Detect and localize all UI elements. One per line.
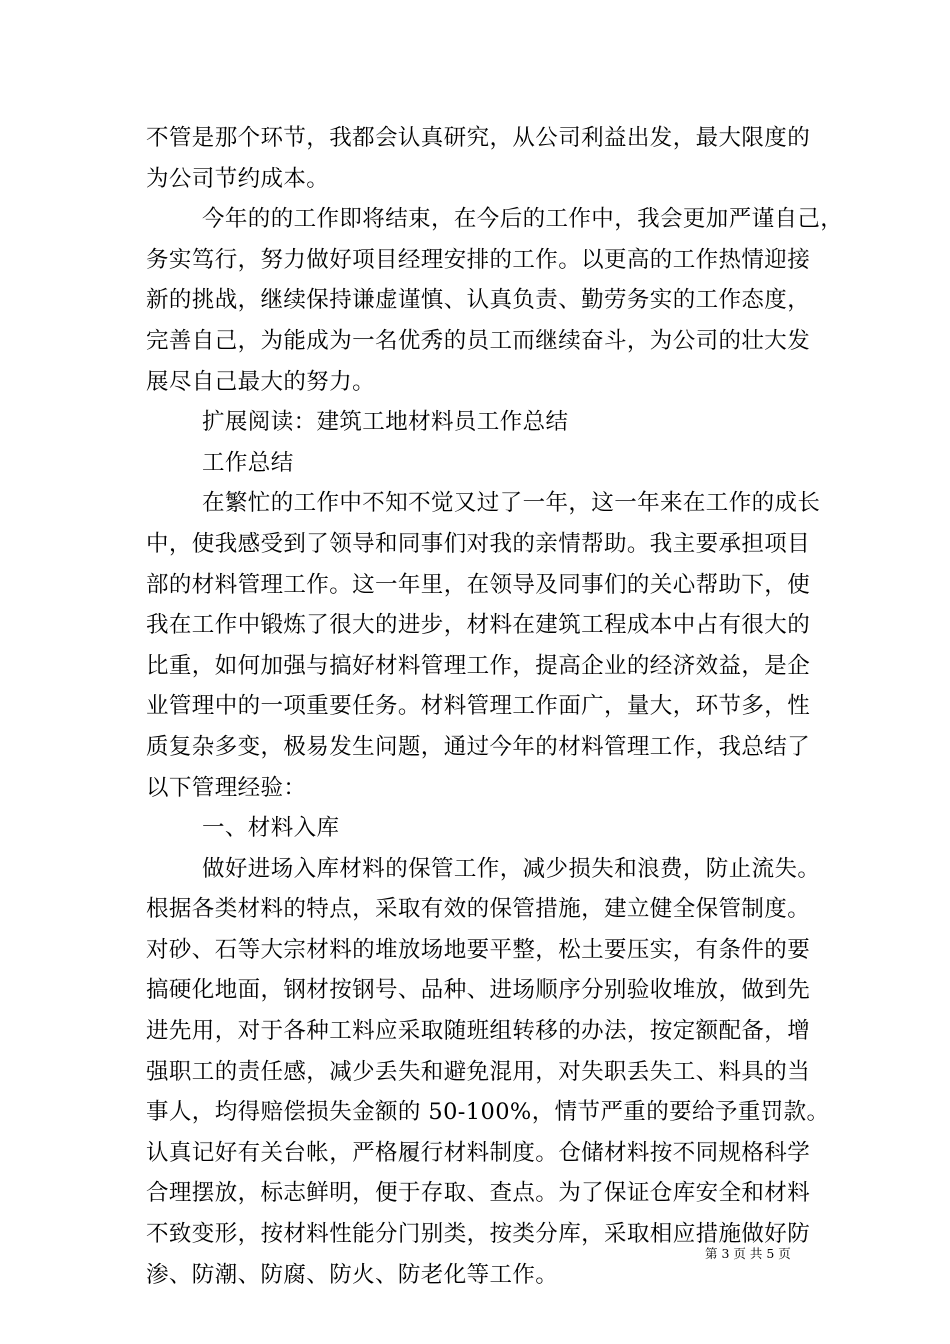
text-line: 事人，均得赔偿损失金额的 50-100%，情节严重的要给予重罚款。 — [146, 1099, 830, 1126]
page-number-footer: 第 3 页 共 5 页 — [705, 1246, 791, 1261]
text-line: 在繁忙的工作中不知不觉又过了一年，这一年来在工作的成长 — [202, 490, 821, 517]
text-line: 不管是那个环节，我都会认真研究，从公司利益出发，最大限度的 — [146, 125, 811, 151]
text-line: 务实笃行，努力做好项目经理安排的工作。以更高的工作热情迎接 — [146, 246, 811, 273]
text-line: 完善自己，为能成为一名优秀的员工而继续奋斗，为公司的壮大发 — [146, 327, 811, 354]
document-body — [146, 118, 844, 1295]
text-line: 对砂、石等大宗材料的堆放场地要平整，松土要压实，有条件的要 — [146, 936, 811, 963]
text-line: 以下管理经验： — [146, 774, 307, 801]
text-line: 业管理中的一项重要任务。材料管理工作面广，量大，环节多，性 — [146, 693, 811, 720]
text-line: 今年的的工作即将结束，在今后的工作中，我会更加严谨自己， — [202, 206, 844, 233]
section-heading: 一、材料入库 — [202, 815, 340, 842]
text-line: 为公司节约成本。 — [146, 165, 330, 192]
text-line: 新的挑战，继续保持谦虚谨慎、认真负责、勤劳务实的工作态度， — [146, 287, 811, 314]
text-line: 做好进场入库材料的保管工作，减少损失和浪费，防止流失。 — [202, 855, 821, 882]
text-line: 搞硬化地面，钢材按钢号、品种、进场顺序分别验收堆放，做到先 — [146, 977, 811, 1004]
text-line: 我在工作中锻炼了很大的进步，材料在建筑工程成本中占有很大的 — [146, 612, 811, 639]
section-heading: 扩展阅读：建筑工地材料员工作总结 — [202, 409, 569, 436]
text-line: 认真记好有关台帐，严格履行材料制度。仓储材料按不同规格科学 — [146, 1139, 811, 1166]
text-line: 部的材料管理工作。这一年里，在领导及同事们的关心帮助下，使 — [146, 571, 811, 598]
section-heading: 工作总结 — [202, 449, 294, 476]
text-line: 进先用，对于各种工料应采取随班组转移的办法，按定额配备，增 — [146, 1018, 811, 1045]
text-line: 不致变形，按材料性能分门别类，按类分库，采取相应措施做好防 — [146, 1221, 811, 1248]
text-line: 合理摆放，标志鲜明，便于存取、查点。为了保证仓库安全和材料 — [146, 1180, 811, 1207]
text-line: 强职工的责任感，减少丢失和避免混用，对失职丢失工、料具的当 — [146, 1058, 811, 1085]
text-line: 根据各类材料的特点，采取有效的保管措施，建立健全保管制度。 — [146, 896, 811, 923]
text-line: 中，使我感受到了领导和同事们对我的亲情帮助。我主要承担项目 — [146, 530, 811, 557]
text-line: 质复杂多变，极易发生问题，通过今年的材料管理工作，我总结了 — [146, 733, 811, 760]
text-line: 比重，如何加强与搞好材料管理工作，提高企业的经济效益，是企 — [146, 652, 811, 679]
text-line: 渗、防潮、防腐、防火、防老化等工作。 — [146, 1261, 559, 1288]
text-line: 展尽自己最大的努力。 — [146, 368, 376, 395]
